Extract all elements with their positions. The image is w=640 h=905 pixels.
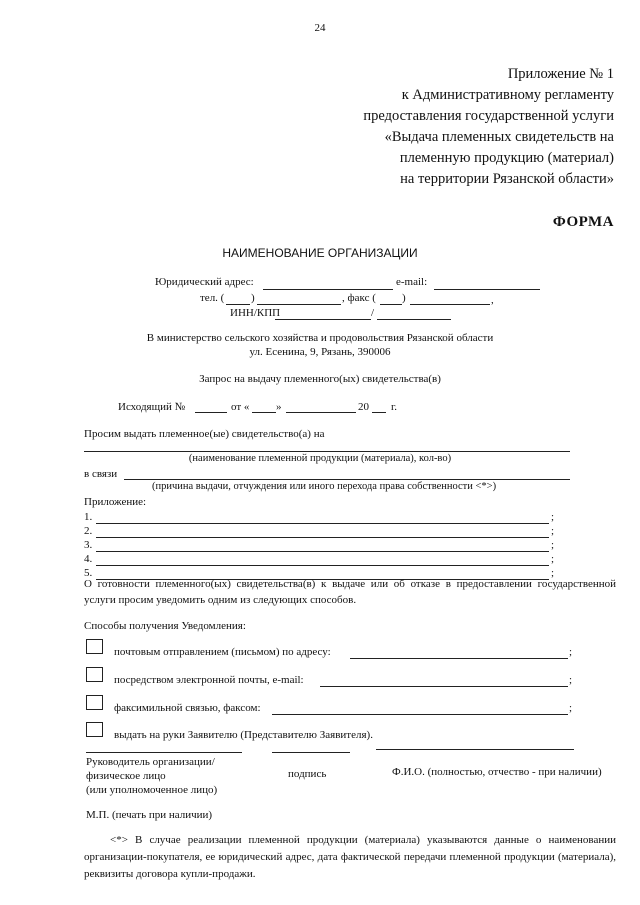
- footnote: <*> В случае реализации племенной продукции (материала) указываются данные о наименовании организации-покупателя, ее юридический адрес, дата фактической передачи племенной продукции (материала), реквизиты договора купли-продажи.: [84, 834, 616, 880]
- reason-caption: (причина выдачи, отчуждения или иного перехода права собственности <*>): [152, 481, 497, 492]
- annex-line: предоставления государственной услуги: [363, 108, 614, 124]
- method-post-field[interactable]: [350, 658, 568, 659]
- method-hand-label: выдать на руки Заявителю (Представителю Заявителя).: [114, 729, 373, 741]
- annex-line: на территории Рязанской области»: [400, 171, 614, 187]
- fax-number-field[interactable]: [410, 304, 490, 305]
- appendix-item-field[interactable]: [96, 565, 549, 566]
- appendix-item-number: 4.: [84, 553, 93, 565]
- org-title: НАИМЕНОВАНИЕ ОРГАНИЗАЦИИ: [222, 246, 418, 260]
- phone-label: тел. (: [200, 292, 225, 304]
- method-email-checkbox[interactable]: [86, 667, 103, 682]
- phone-close: ): [251, 292, 255, 304]
- method-post-checkbox[interactable]: [86, 639, 103, 654]
- addressee-line1: В министерство сельского хозяйства и продовольствия Рязанской области: [146, 332, 494, 344]
- appendix-item-field[interactable]: [96, 551, 549, 552]
- appendix-item-number: 2.: [84, 525, 93, 537]
- signature-caption: подпись: [288, 768, 327, 780]
- method-hand-checkbox[interactable]: [86, 722, 103, 737]
- form-label: ФОРМА: [552, 214, 614, 230]
- method-fax-end: ;: [569, 702, 573, 714]
- method-fax-checkbox[interactable]: [86, 695, 103, 710]
- appendix-item-number: 3.: [84, 539, 93, 551]
- email-label: e-mail:: [396, 276, 428, 288]
- appendix-item-end: ;: [551, 553, 555, 565]
- method-email-end: ;: [569, 674, 573, 686]
- appendix-item-end: ;: [551, 567, 555, 579]
- notify-paragraph: О готовности племенного(ых) свидетельства(в) к выдаче или об отказе в предоставлении государственной услуги просим уведомить одним из следующих способов.: [84, 578, 616, 606]
- legal-address-label: Юридический адрес:: [155, 276, 254, 288]
- fio-caption: Ф.И.О. (полностью, отчество - при наличии): [392, 766, 602, 778]
- method-fax-field[interactable]: [272, 714, 568, 715]
- request-title: Запрос на выдачу племенного(ых) свидетельства(в): [199, 373, 441, 385]
- fio-field[interactable]: [376, 749, 574, 750]
- request-text: Просим выдать племенное(ые) свидетельство(а) на: [84, 428, 325, 440]
- annex-line: племенную продукцию (материал): [399, 150, 614, 166]
- method-fax-label: факсимильной связью, факсом:: [114, 702, 261, 714]
- outgoing-day-field[interactable]: [252, 412, 276, 413]
- in-connection-label: в связи: [84, 468, 118, 480]
- signatory-caption-line1: Руководитель организации/: [86, 756, 215, 768]
- method-post-end: ;: [569, 646, 573, 658]
- signatory-field[interactable]: [86, 752, 242, 753]
- legal-address-field[interactable]: [263, 289, 393, 290]
- signatory-caption: [86, 755, 217, 797]
- appendix-item-end: ;: [551, 525, 555, 537]
- appendix-label: Приложение:: [84, 496, 147, 508]
- outgoing-from: от «: [231, 401, 250, 413]
- appendix-item-field[interactable]: [96, 523, 549, 524]
- appendix-item-number: 5.: [84, 567, 93, 579]
- annex-line: к Административному регламенту: [401, 87, 614, 103]
- fax-label: , факс (: [342, 292, 376, 304]
- outgoing-quote-close: »: [276, 401, 282, 413]
- appendix-item-end: ;: [551, 539, 555, 551]
- email-field[interactable]: [434, 289, 540, 290]
- outgoing-year-prefix: 20: [358, 401, 369, 413]
- appendix-item-number: 1.: [84, 511, 93, 523]
- phone-number-field[interactable]: [257, 304, 341, 305]
- product-field[interactable]: [84, 451, 570, 452]
- addressee-line2: ул. Есенина, 9, Рязань, 390006: [249, 346, 391, 358]
- stamp-label: М.П. (печать при наличии): [86, 809, 213, 821]
- annex-block: [363, 64, 614, 190]
- outgoing-number-field[interactable]: [195, 412, 227, 413]
- phone-code-field[interactable]: [226, 304, 250, 305]
- fax-comma: ,: [491, 294, 494, 306]
- inn-kpp-label: ИНН/КПП: [230, 307, 281, 319]
- inn-field[interactable]: [275, 319, 371, 320]
- outgoing-year-field[interactable]: [372, 412, 386, 413]
- outgoing-label: Исходящий №: [118, 401, 186, 413]
- signatory-caption-line2: физическое лицо: [86, 770, 166, 782]
- appendix-item-field[interactable]: [96, 537, 549, 538]
- reason-field[interactable]: [124, 479, 570, 480]
- annex-line: Приложение № 1: [507, 66, 614, 82]
- signature-field[interactable]: [272, 752, 350, 753]
- kpp-field[interactable]: [377, 319, 451, 320]
- fax-code-field[interactable]: [380, 304, 402, 305]
- outgoing-year-suffix: г.: [391, 401, 398, 413]
- inn-kpp-slash: /: [371, 307, 375, 319]
- product-caption: (наименование племенной продукции (материала), кол-во): [188, 453, 452, 464]
- outgoing-month-field[interactable]: [286, 412, 356, 413]
- method-email-label: посредством электронной почты, e-mail:: [114, 674, 304, 686]
- method-email-field[interactable]: [320, 686, 568, 687]
- fax-close: ): [402, 292, 406, 304]
- annex-line: «Выдача племенных свидетельств на: [384, 129, 614, 145]
- methods-title: Способы получения Уведомления:: [84, 620, 246, 632]
- appendix-item-end: ;: [551, 511, 555, 523]
- method-post-label: почтовым отправлением (письмом) по адресу:: [114, 646, 331, 658]
- page-number: 24: [314, 22, 326, 34]
- signatory-caption-line3: (или уполномоченное лицо): [86, 784, 218, 796]
